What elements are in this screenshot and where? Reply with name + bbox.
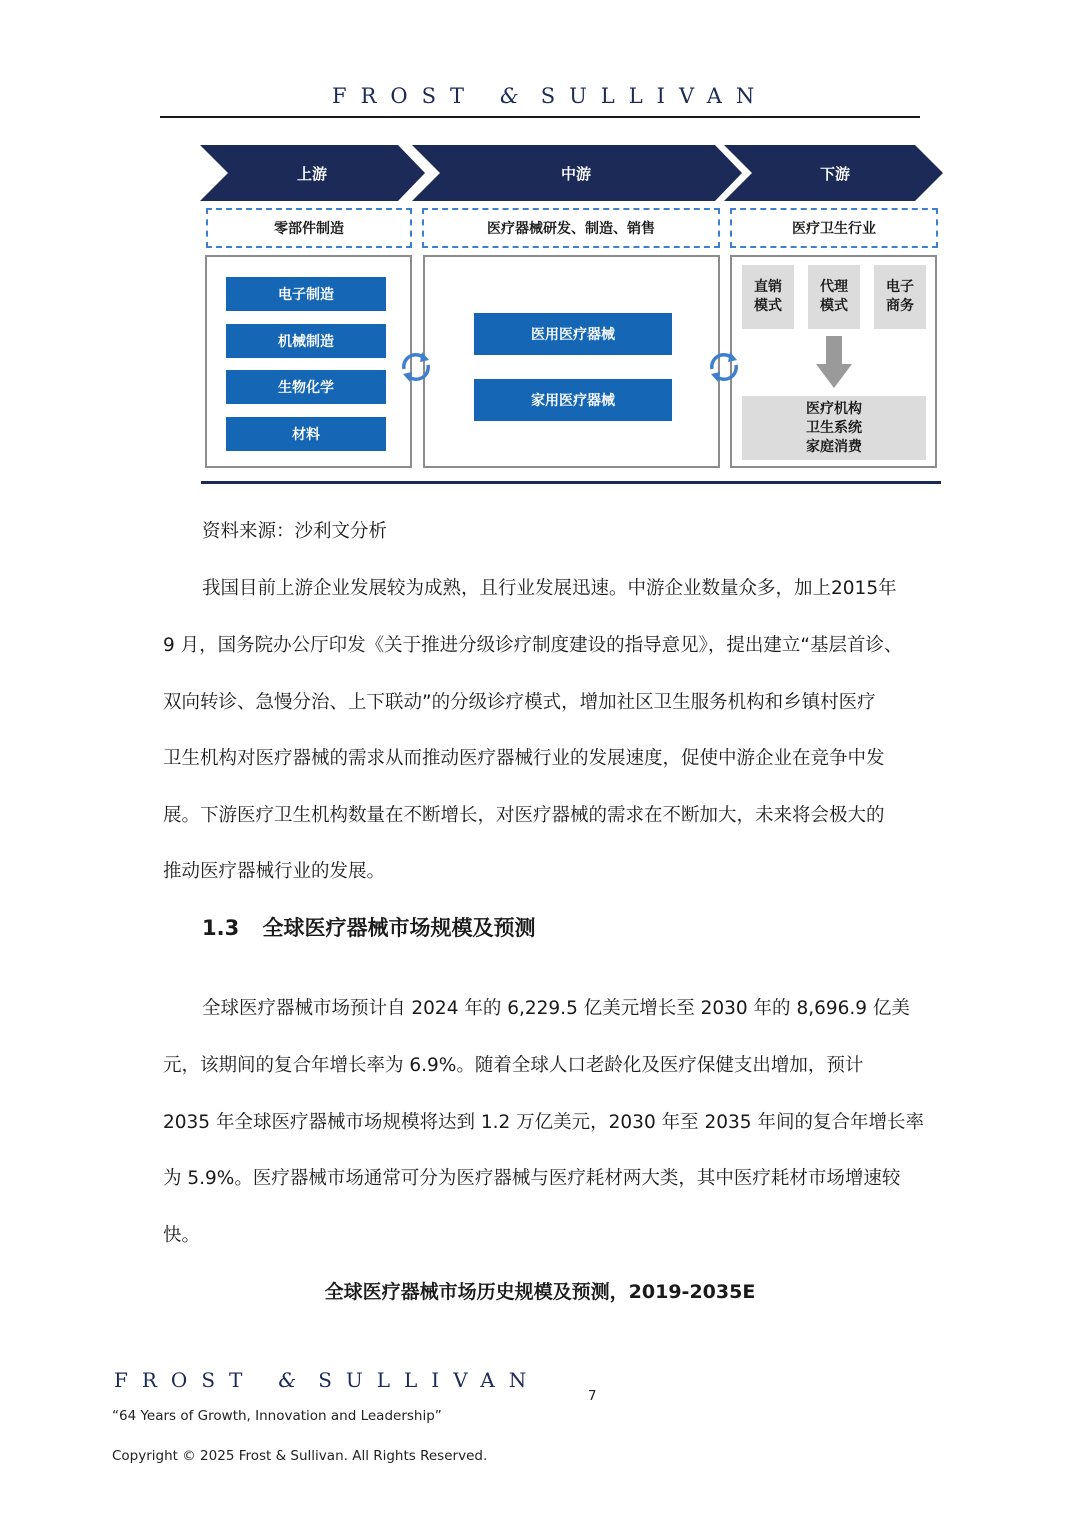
paragraph-line: 为 5.9%。医疗器械市场通常可分为医疗器械与医疗耗材两大类，其中医疗耗材市场增速较: [163, 1168, 901, 1189]
downstream-targets: 医疗机构 卫生系统 家庭消费: [742, 396, 926, 460]
cycle-icon: [706, 349, 742, 385]
downstream-mode: 直销 模式: [742, 265, 794, 329]
upstream-item: 机械制造: [226, 324, 386, 358]
stage-label-downstream: 下游: [819, 165, 850, 183]
stage-title-midstream: 医疗器械研发、制造、销售: [422, 208, 720, 248]
section-heading: [202, 912, 536, 942]
footer-tagline: “64 Years of Growth, Innovation and Leadership”: [112, 1408, 442, 1424]
stage-title-upstream: 零部件制造: [206, 208, 412, 248]
paragraph-line: 快。: [163, 1225, 201, 1246]
paragraph-line: 全球医疗器械市场预计自 2024 年的 6,229.5 亿美元增长至 2030 年的 8,696.9 亿美: [202, 998, 910, 1019]
down-arrow-icon: [814, 336, 854, 390]
section-title: 全球医疗器械市场规模及预测: [262, 916, 536, 940]
downstream-mode: 电子 商务: [874, 265, 926, 329]
diagram-bottom-rule: [201, 481, 941, 484]
paragraph-line: 我国目前上游企业发展较为成熟，且行业发展迅速。中游企业数量众多，加上2015年: [202, 578, 897, 599]
paragraph-line: 展。下游医疗卫生机构数量在不断增长，对医疗器械的需求在不断加大，未来将会极大的: [163, 805, 885, 826]
midstream-item: 医用医疗器械: [474, 313, 672, 355]
paragraph-line: 推动医疗器械行业的发展。: [163, 861, 386, 882]
page-number: 7: [588, 1388, 597, 1404]
footer-brand-right: SULLIVAN: [318, 1368, 541, 1392]
footer-copyright: Copyright © 2025 Frost & Sullivan. All Rights Reserved.: [112, 1448, 488, 1464]
stage-label-midstream: 中游: [560, 165, 591, 183]
footer-brand: [114, 1368, 540, 1392]
cycle-icon: [398, 349, 434, 385]
paragraph-line: 2035 年全球医疗器械市场规模将达到 1.2 万亿美元，2030 年至 2035 年间的复合年增长率: [163, 1112, 924, 1133]
upstream-item: 材料: [226, 417, 386, 451]
industry-chain-diagram: [0, 0, 1080, 500]
paragraph-line: 卫生机构对医疗器械的需求从而推动医疗器械行业的发展速度，促使中游企业在竞争中发: [163, 748, 885, 769]
header-brand-ampersand: &: [500, 84, 519, 108]
downstream-mode: 代理 模式: [808, 265, 860, 329]
source-note: 资料来源：沙利文分析: [202, 521, 388, 542]
footer-brand-left: FROST: [114, 1368, 257, 1392]
stage-title-downstream: 医疗卫生行业: [730, 208, 938, 248]
paragraph-line: 9 月，国务院办公厅印发《关于推进分级诊疗制度建设的指导意见》，提出建立“基层首诊、: [163, 635, 903, 656]
midstream-item: 家用医疗器械: [474, 379, 672, 421]
upstream-item: 电子制造: [226, 277, 386, 311]
stage-label-upstream: 上游: [296, 165, 327, 183]
footer-brand-ampersand: &: [278, 1368, 297, 1392]
header-brand-left: FROST: [332, 84, 478, 108]
section-number: 1.3: [202, 916, 240, 940]
figure-title: 全球医疗器械市场历史规模及预测，2019-2035E: [324, 1281, 756, 1303]
paragraph-line: 元，该期间的复合年增长率为 6.9%。随着全球人口老龄化及医疗保健支出增加，预计: [163, 1055, 864, 1076]
midstream-panel: [423, 255, 720, 468]
header-brand-right: SULLIVAN: [540, 84, 769, 108]
paragraph-line: 双向转诊、急慢分治、上下联动”的分级诊疗模式，增加社区卫生服务机构和乡镇村医疗: [163, 692, 876, 713]
upstream-item: 生物化学: [226, 370, 386, 404]
